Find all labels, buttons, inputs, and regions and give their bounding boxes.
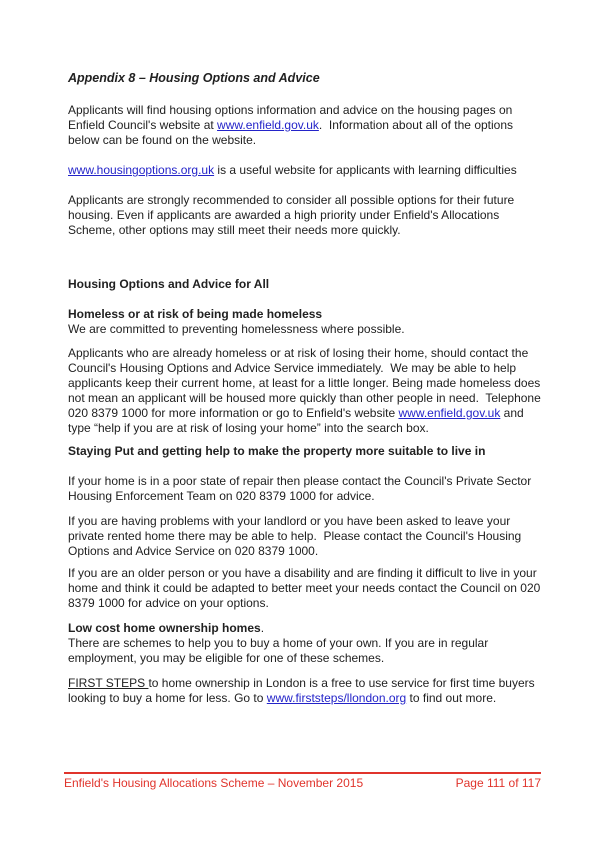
enfield-gov-link[interactable]: www.enfield.gov.uk xyxy=(217,118,319,132)
paragraph-housingoptions xyxy=(68,163,542,178)
heading-staying-put: Staying Put and getting help to make the property more suitable to live in xyxy=(68,444,486,458)
heading-options-for-all: Housing Options and Advice for All xyxy=(68,277,270,291)
firststeps-link[interactable]: www.firststeps/llondon.org xyxy=(266,691,407,705)
text-run: . xyxy=(260,621,265,635)
paragraph-repair: If your home is in a poor state of repair then please contact the Council's Private Sector Housing Enforcement Team on 020 8379 1000 for advice. xyxy=(68,474,535,503)
paragraph-homeless-advice xyxy=(68,346,545,436)
heading-homeless: Homeless or at risk of being made homeless xyxy=(68,307,323,321)
first-steps-underlined: FIRST STEPS xyxy=(68,676,149,690)
text-run: Applicants who are already homeless or at risk of losing their home, should contact the Council's Housing Options and Advice Service immediately. We may be able to help applicants keep their current home, at least for a little longer. Being made homeless does not mean an applicant will be housed more quickly than other people in need. Telephone 020 8379 1000 for more information or go to Enfield's website xyxy=(68,346,545,420)
text-run: to home ownership in London is a free to use service for first time buyers looking to buy a home for less. Go to xyxy=(68,676,538,705)
page-footer xyxy=(64,772,541,791)
appendix-heading: Appendix 8 – Housing Options and Advice xyxy=(68,71,320,85)
text-run: to find out more. xyxy=(406,691,497,705)
text-run: and type “help if you are at risk of losing your home” into the search box. xyxy=(68,406,528,435)
paragraph-website-info xyxy=(68,103,542,148)
heading-low-cost xyxy=(68,621,542,636)
housingoptions-link[interactable]: www.housingoptions.org.uk xyxy=(68,163,215,177)
enfield-gov-link-2[interactable]: www.enfield.gov.uk xyxy=(398,406,501,420)
text-run: Applicants will find housing options information and advice on the housing pages on Enfield Council's website at xyxy=(68,103,516,132)
paragraph-committed: We are committed to preventing homelessness where possible. xyxy=(68,322,405,336)
heading-low-cost-text: Low cost home ownership homes xyxy=(68,621,261,635)
page-content xyxy=(68,70,545,721)
paragraph-older-person: If you are an older person or you have a disability and are finding it difficult to live in your home and think it could be adapted to better meet your needs contact the Council on 020 8379 1000 for advice on your options. xyxy=(68,566,544,610)
paragraph-schemes: There are schemes to help you to buy a home of your own. If you are in regular employment, you may be eligible for one of these schemes. xyxy=(68,636,492,665)
text-run: is a useful website for applicants with learning difficulties xyxy=(214,163,517,177)
paragraph-recommendation: Applicants are strongly recommended to consider all possible options for their future housing. Even if applicants are awarded a high priority under Enfield's Allocations Scheme, other options may still meet their needs more quickly. xyxy=(68,193,518,237)
footer-document-title: Enfield's Housing Allocations Scheme – November 2015 xyxy=(64,776,364,790)
paragraph-first-steps xyxy=(68,676,542,706)
text-run: . Information about all of the options below can be found on the website. xyxy=(68,118,517,147)
footer-page-number: Page 111 of 117 xyxy=(455,776,541,790)
paragraph-landlord: If you are having problems with your landlord or you have been asked to leave your private rented home there may be able to help. Please contact the Council's Housing Options and Advice Service on 020 8379 1000. xyxy=(68,514,525,558)
